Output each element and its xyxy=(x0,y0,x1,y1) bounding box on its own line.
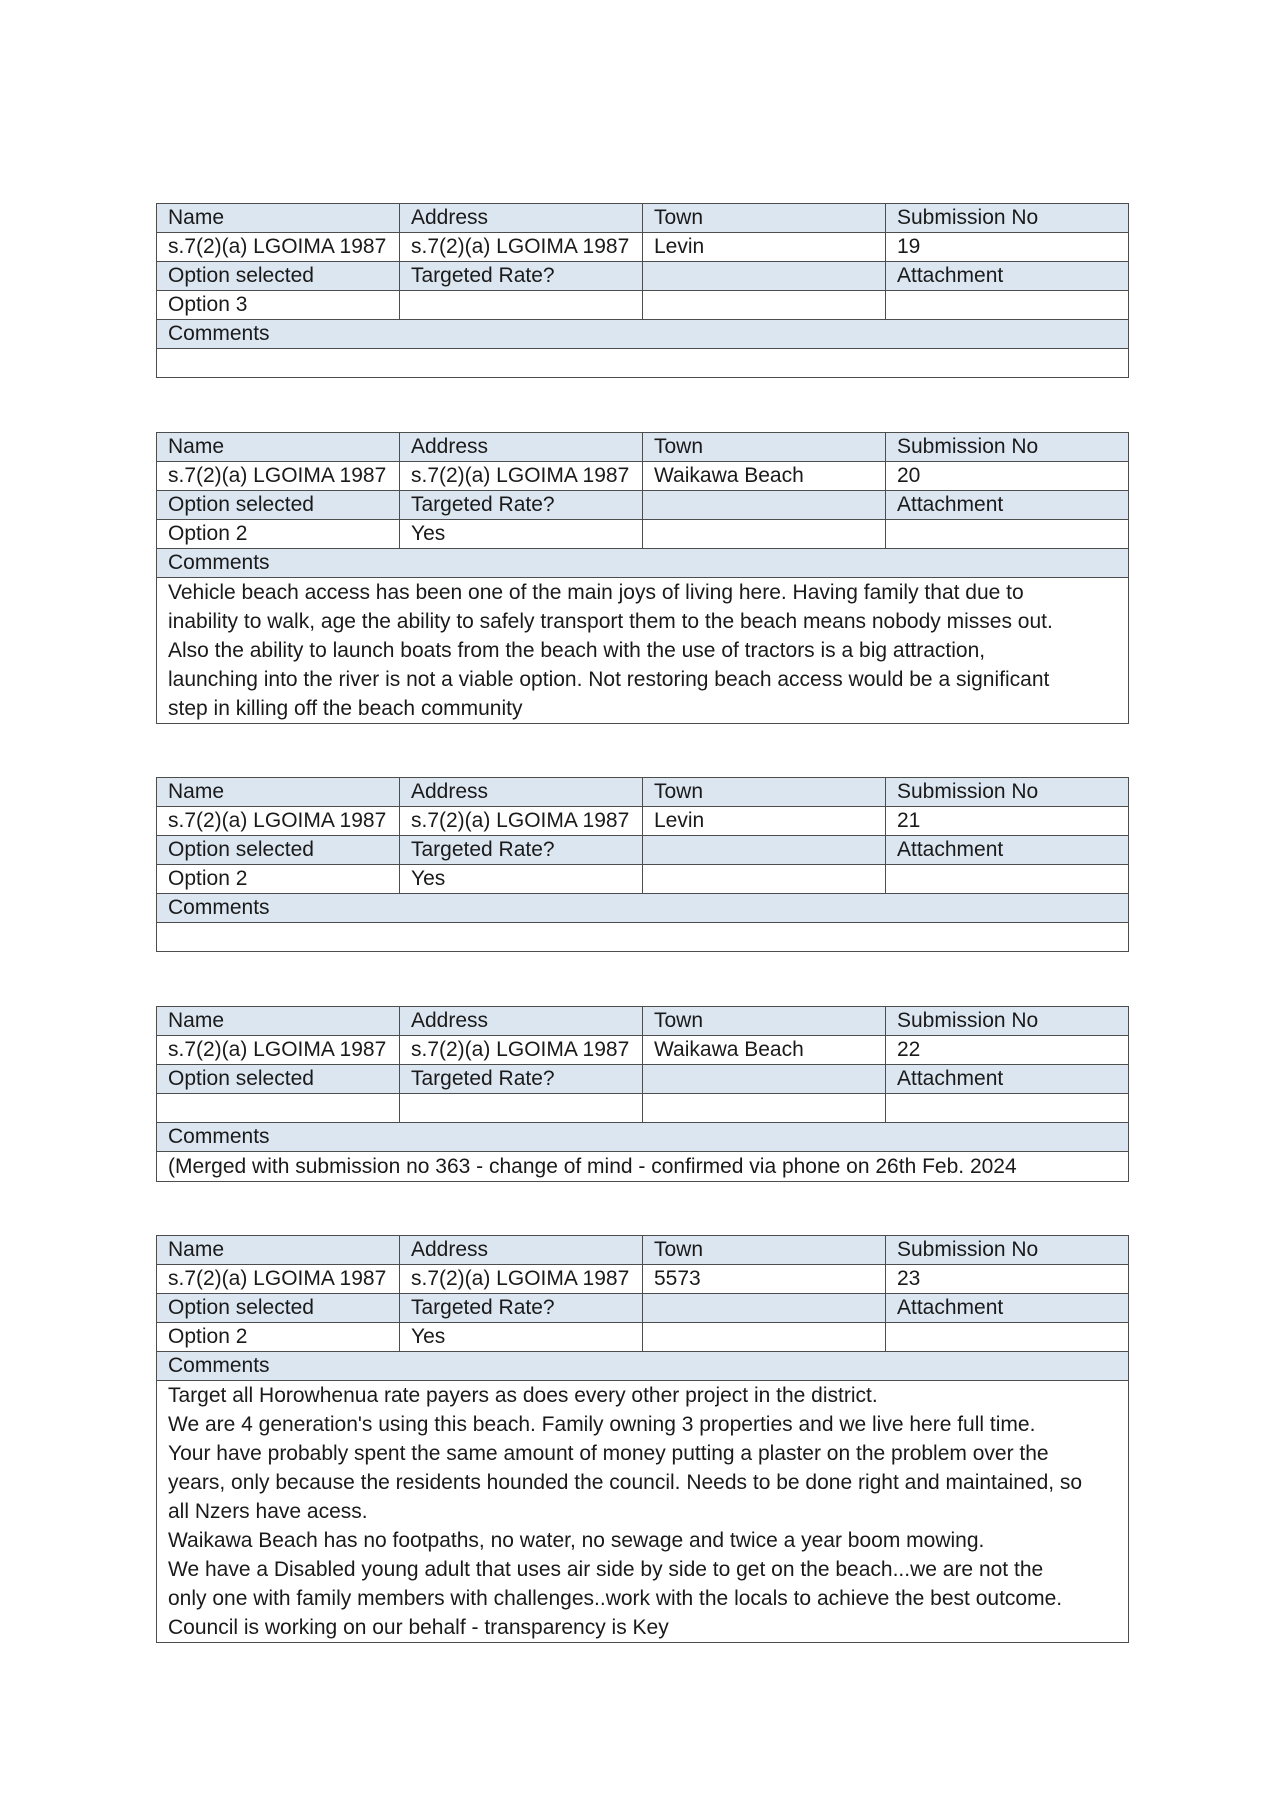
name-label: Name xyxy=(157,204,400,233)
address-label: Address xyxy=(400,1236,643,1265)
comments-body xyxy=(168,578,1120,723)
targeted-rate-value xyxy=(400,1094,643,1123)
comment-line: Waikawa Beach has no footpaths, no water, no sewage and twice a year boom mowing. xyxy=(168,1529,985,1552)
town-label: Town xyxy=(643,778,886,807)
submission-no-value: 19 xyxy=(886,233,1129,262)
targeted-rate-label: Targeted Rate? xyxy=(400,1294,643,1323)
submission-table-20 xyxy=(156,432,1129,724)
comment-line: We have a Disabled young adult that uses air side by side to get on the beach...we are not the xyxy=(168,1558,1044,1581)
comments-row xyxy=(157,578,1129,724)
blank-cell xyxy=(643,520,886,549)
blank-header-cell xyxy=(643,262,886,291)
option-selected-label: Option selected xyxy=(157,262,400,291)
details-row xyxy=(157,807,1129,836)
comment-line: Council is working on our behalf - transparency is Key xyxy=(168,1616,669,1639)
address-label: Address xyxy=(400,433,643,462)
town-label: Town xyxy=(643,204,886,233)
option-selected-label: Option selected xyxy=(157,491,400,520)
comments-body xyxy=(168,1152,1120,1181)
submission-no-label: Submission No xyxy=(886,778,1129,807)
attachment-label: Attachment xyxy=(886,1065,1129,1094)
address-label: Address xyxy=(400,204,643,233)
submission-no-label: Submission No xyxy=(886,204,1129,233)
town-label: Town xyxy=(643,433,886,462)
name-value: s.7(2)(a) LGOIMA 1987 xyxy=(157,233,400,262)
comment-line: We are 4 generation's using this beach. Family owning 3 properties and we live here full time. xyxy=(168,1413,1036,1436)
details-row xyxy=(157,462,1129,491)
details-row xyxy=(157,1265,1129,1294)
comments-cell xyxy=(157,578,1129,724)
options-header-row xyxy=(157,1065,1129,1094)
option-selected-label: Option selected xyxy=(157,836,400,865)
targeted-rate-label: Targeted Rate? xyxy=(400,262,643,291)
town-label: Town xyxy=(643,1007,886,1036)
option-value: Option 2 xyxy=(157,520,400,549)
option-value: Option 2 xyxy=(157,1323,400,1352)
town-value: Levin xyxy=(643,233,886,262)
comment-line: Target all Horowhenua rate payers as does every other project in the district. xyxy=(168,1384,878,1407)
submission-no-label: Submission No xyxy=(886,1236,1129,1265)
comments-label: Comments xyxy=(157,1123,1129,1152)
targeted-rate-label: Targeted Rate? xyxy=(400,836,643,865)
address-value: s.7(2)(a) LGOIMA 1987 xyxy=(400,1265,643,1294)
name-value: s.7(2)(a) LGOIMA 1987 xyxy=(157,1036,400,1065)
town-value: 5573 xyxy=(643,1265,886,1294)
name-label: Name xyxy=(157,1236,400,1265)
attachment-value xyxy=(886,1323,1129,1352)
submission-no-value: 21 xyxy=(886,807,1129,836)
comments-label: Comments xyxy=(157,549,1129,578)
comments-body xyxy=(168,349,1120,377)
header-row xyxy=(157,1007,1129,1036)
blank-cell xyxy=(643,865,886,894)
comments-label: Comments xyxy=(157,1352,1129,1381)
header-row xyxy=(157,204,1129,233)
comments-row xyxy=(157,1152,1129,1182)
town-value: Waikawa Beach xyxy=(643,1036,886,1065)
details-row xyxy=(157,233,1129,262)
address-label: Address xyxy=(400,778,643,807)
blank-header-cell xyxy=(643,1065,886,1094)
attachment-value xyxy=(886,520,1129,549)
blank-cell xyxy=(643,1094,886,1123)
name-label: Name xyxy=(157,433,400,462)
submission-table-21 xyxy=(156,777,1129,952)
submission-no-value: 23 xyxy=(886,1265,1129,1294)
comment-line: only one with family members with challenges..work with the locals to achieve the best outcome. xyxy=(168,1587,1063,1610)
submission-no-value: 22 xyxy=(886,1036,1129,1065)
option-value xyxy=(157,1094,400,1123)
town-value: Waikawa Beach xyxy=(643,462,886,491)
targeted-rate-value: Yes xyxy=(400,1323,643,1352)
options-row xyxy=(157,291,1129,320)
comment-line: inability to walk, age the ability to safely transport them to the beach means nobody misses out. xyxy=(168,610,1053,633)
targeted-rate-label: Targeted Rate? xyxy=(400,1065,643,1094)
name-value: s.7(2)(a) LGOIMA 1987 xyxy=(157,807,400,836)
submission-no-label: Submission No xyxy=(886,433,1129,462)
attachment-value xyxy=(886,291,1129,320)
name-value: s.7(2)(a) LGOIMA 1987 xyxy=(157,462,400,491)
comments-cell xyxy=(157,1381,1129,1643)
comment-line: Vehicle beach access has been one of the main joys of living here. Having family that due to xyxy=(168,581,1024,604)
comments-body xyxy=(168,1381,1120,1642)
attachment-value xyxy=(886,865,1129,894)
address-value: s.7(2)(a) LGOIMA 1987 xyxy=(400,462,643,491)
comments-cell xyxy=(157,1152,1129,1182)
comments-label: Comments xyxy=(157,894,1129,923)
comment-line: (Merged with submission no 363 - change of mind - confirmed via phone on 26th Feb. 2024 xyxy=(168,1155,1017,1178)
option-selected-label: Option selected xyxy=(157,1065,400,1094)
option-selected-label: Option selected xyxy=(157,1294,400,1323)
comments-cell xyxy=(157,923,1129,952)
comment-line: launching into the river is not a viable option. Not restoring beach access would be a significant xyxy=(168,668,1050,691)
header-row xyxy=(157,433,1129,462)
options-row xyxy=(157,1094,1129,1123)
comments-header-row xyxy=(157,549,1129,578)
targeted-rate-value xyxy=(400,291,643,320)
targeted-rate-value: Yes xyxy=(400,865,643,894)
comment-line: Your have probably spent the same amount of money putting a plaster on the problem over the xyxy=(168,1442,1049,1465)
header-row xyxy=(157,1236,1129,1265)
header-row xyxy=(157,778,1129,807)
name-label: Name xyxy=(157,1007,400,1036)
comments-row xyxy=(157,1381,1129,1643)
attachment-value xyxy=(886,1094,1129,1123)
blank-header-cell xyxy=(643,491,886,520)
submission-table-22 xyxy=(156,1006,1129,1182)
comments-header-row xyxy=(157,320,1129,349)
options-header-row xyxy=(157,1294,1129,1323)
targeted-rate-value: Yes xyxy=(400,520,643,549)
comments-header-row xyxy=(157,1123,1129,1152)
town-label: Town xyxy=(643,1236,886,1265)
option-value: Option 2 xyxy=(157,865,400,894)
targeted-rate-label: Targeted Rate? xyxy=(400,491,643,520)
blank-cell xyxy=(643,291,886,320)
comment-line: Also the ability to launch boats from the beach with the use of tractors is a big attraction, xyxy=(168,639,986,662)
submission-table-23 xyxy=(156,1235,1129,1643)
attachment-label: Attachment xyxy=(886,1294,1129,1323)
options-row xyxy=(157,865,1129,894)
submission-no-label: Submission No xyxy=(886,1007,1129,1036)
options-row xyxy=(157,520,1129,549)
comments-body xyxy=(168,923,1120,951)
name-label: Name xyxy=(157,778,400,807)
comment-line: step in killing off the beach community xyxy=(168,697,523,720)
options-header-row xyxy=(157,836,1129,865)
blank-header-cell xyxy=(643,836,886,865)
submission-no-value: 20 xyxy=(886,462,1129,491)
name-value: s.7(2)(a) LGOIMA 1987 xyxy=(157,1265,400,1294)
submission-table-19 xyxy=(156,203,1129,378)
address-value: s.7(2)(a) LGOIMA 1987 xyxy=(400,1036,643,1065)
comments-label: Comments xyxy=(157,320,1129,349)
options-row xyxy=(157,1323,1129,1352)
comment-line: all Nzers have acess. xyxy=(168,1500,368,1523)
address-value: s.7(2)(a) LGOIMA 1987 xyxy=(400,233,643,262)
address-value: s.7(2)(a) LGOIMA 1987 xyxy=(400,807,643,836)
option-value: Option 3 xyxy=(157,291,400,320)
attachment-label: Attachment xyxy=(886,491,1129,520)
comment-line: years, only because the residents hounded the council. Needs to be done right and maintained, so xyxy=(168,1471,1083,1494)
attachment-label: Attachment xyxy=(886,262,1129,291)
options-header-row xyxy=(157,262,1129,291)
comments-cell xyxy=(157,349,1129,378)
town-value: Levin xyxy=(643,807,886,836)
blank-cell xyxy=(643,1323,886,1352)
address-label: Address xyxy=(400,1007,643,1036)
comments-header-row xyxy=(157,1352,1129,1381)
attachment-label: Attachment xyxy=(886,836,1129,865)
details-row xyxy=(157,1036,1129,1065)
options-header-row xyxy=(157,491,1129,520)
blank-header-cell xyxy=(643,1294,886,1323)
comments-row xyxy=(157,349,1129,378)
comments-header-row xyxy=(157,894,1129,923)
comments-row xyxy=(157,923,1129,952)
